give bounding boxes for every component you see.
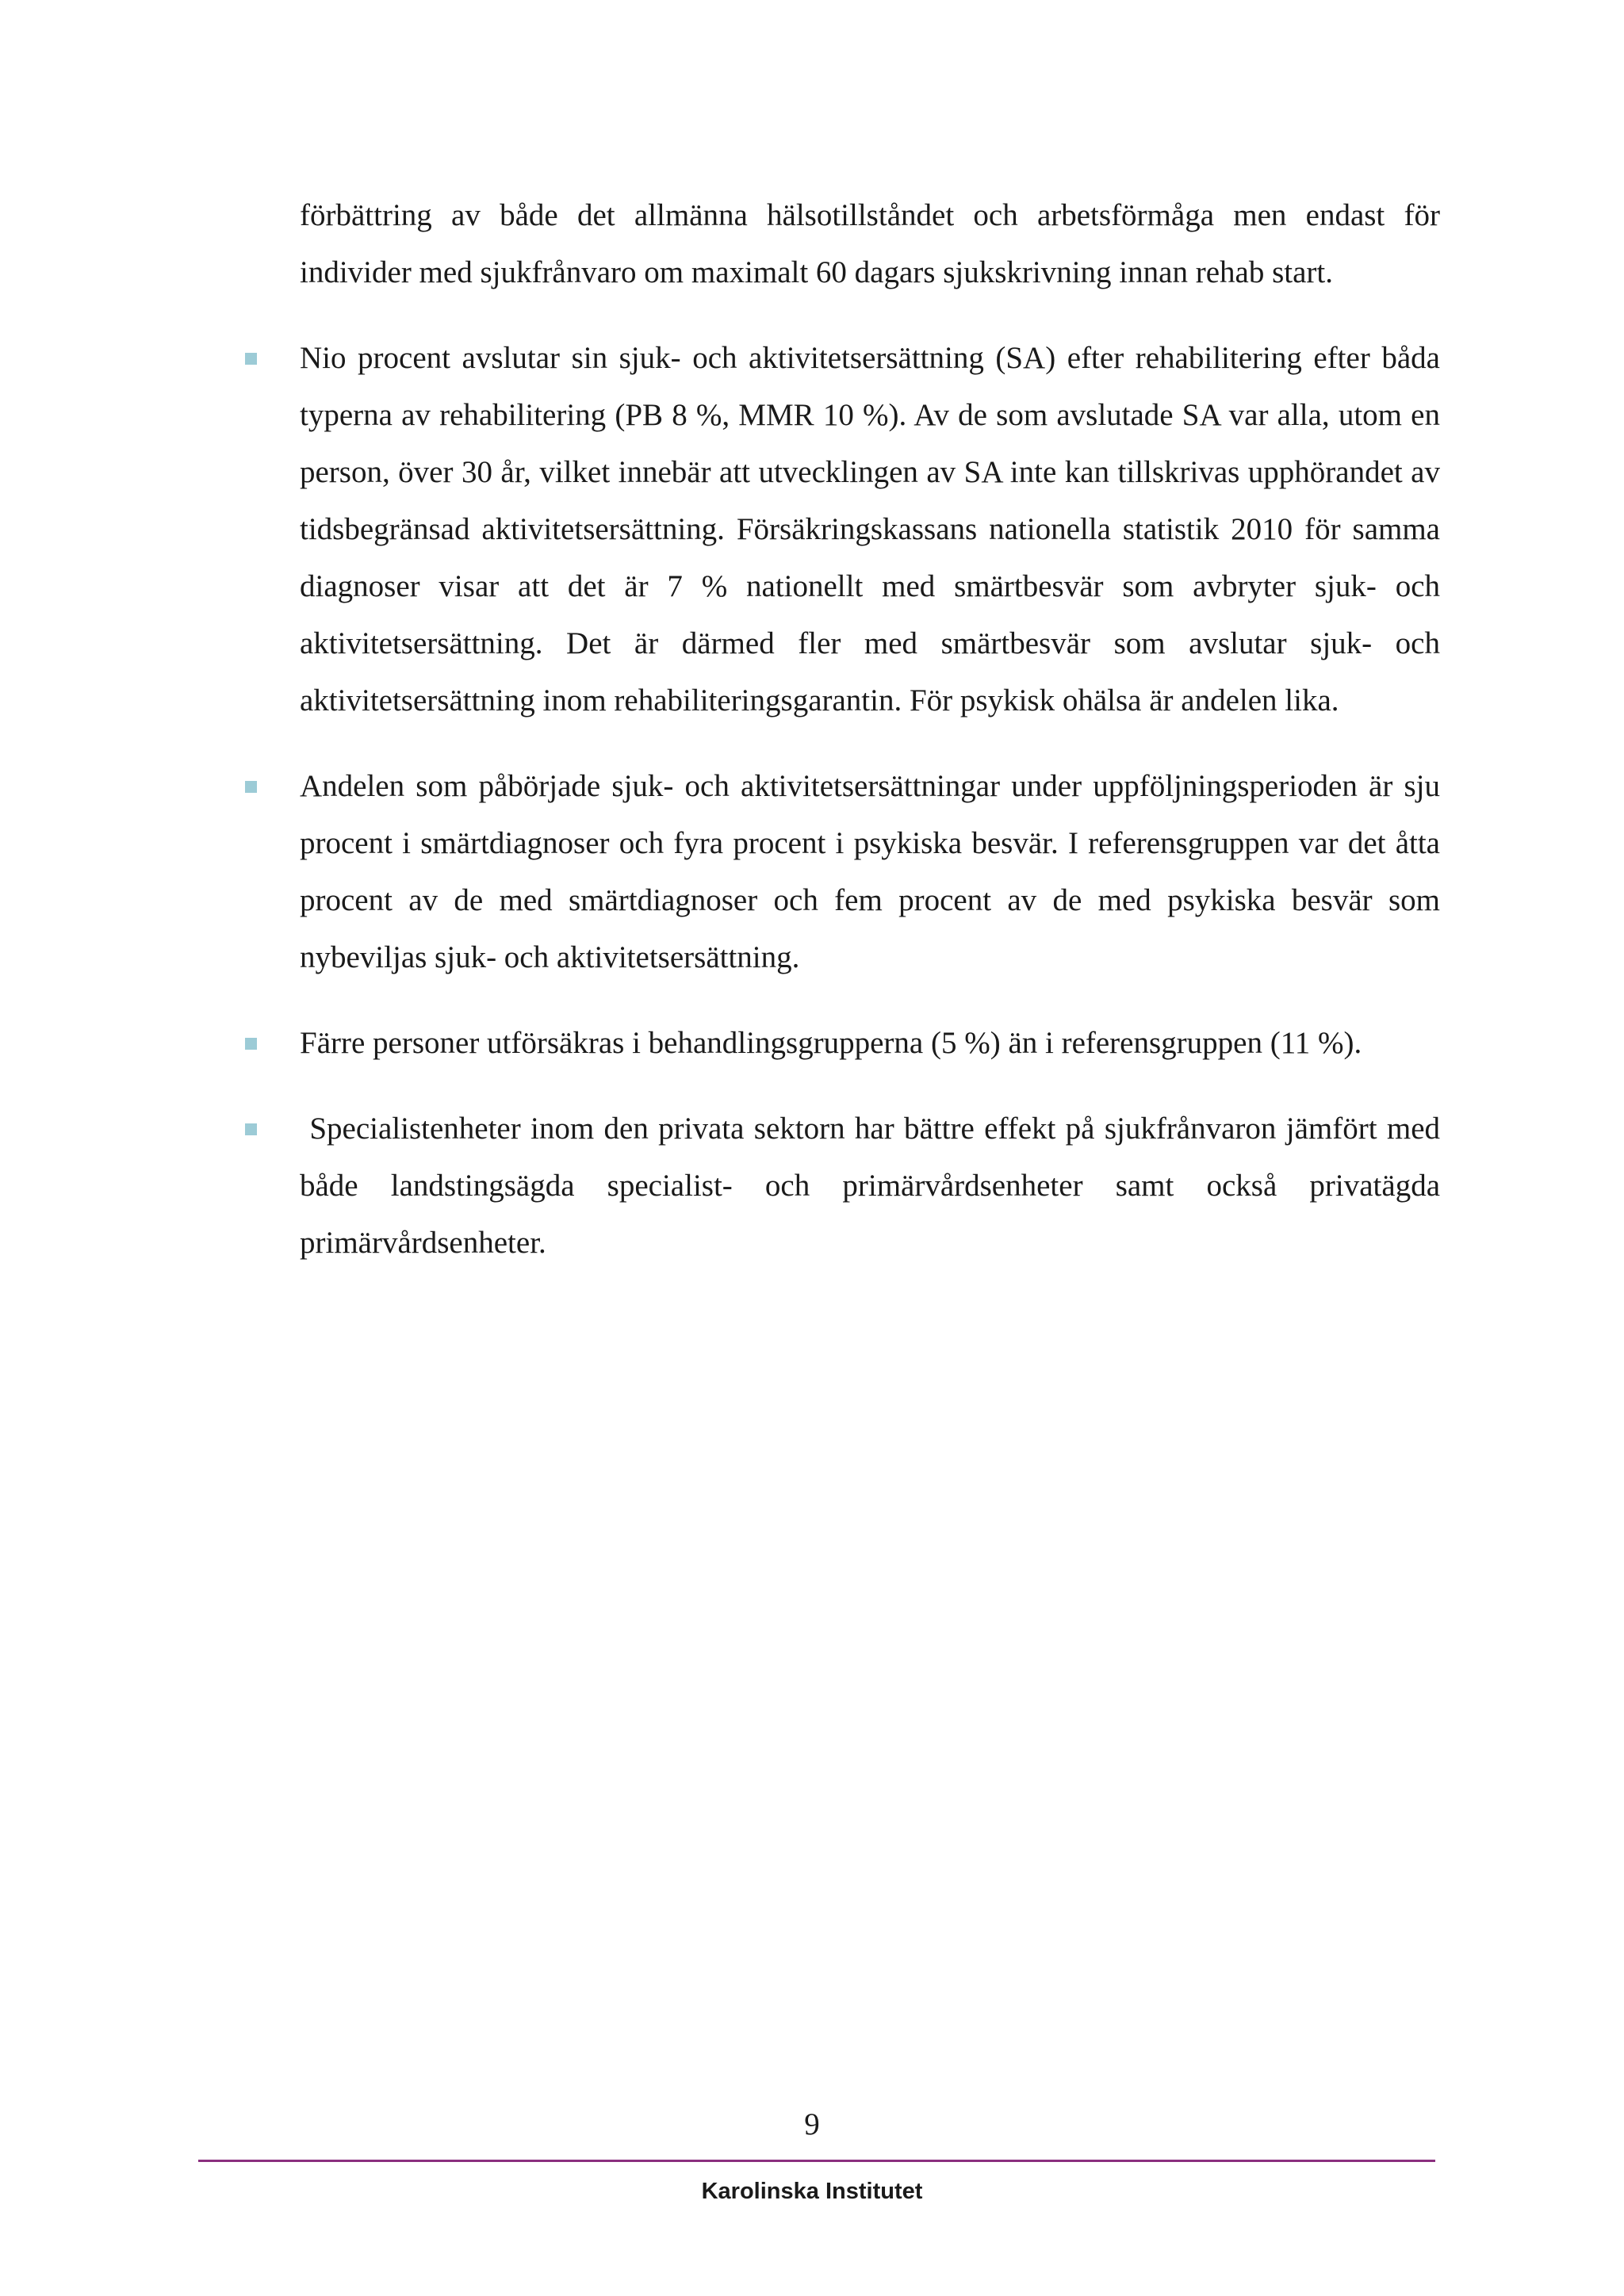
footer-organization: Karolinska Institutet <box>701 2179 923 2204</box>
square-bullet-icon <box>245 1038 257 1050</box>
list-item <box>300 1015 1440 1072</box>
list-item-text: Färre personer utförsäkras i behandlingsgrupperna (5 %) än i referensgruppen (11 %). <box>300 1026 1362 1060</box>
list-item-text: Nio procent avslutar sin sjuk- och aktivitetsersättning (SA) efter rehabilitering efter båda typerna av rehabilitering (PB 8 %, MMR 10 %). Av de som avslutade SA var alla, utom en person, över 30 år, vilket innebär att utvecklingen av SA inte kan tillskrivas upphörandet av tidsbegränsad aktivitetsersättning. Försäkringskassans nationella statistik 2010 för samma diagnoser visar att det är 7 % nationellt med smärtbesvär som avbryter sjuk- och aktivitetsersättning. Det är därmed fler med smärtbesvär som avslutar sjuk- och aktivitetsersättning inom rehabiliteringsgarantin. För psykisk ohälsa är andelen lika. <box>300 341 1440 718</box>
continuation-paragraph: förbättring av både det allmänna hälsotillståndet och arbetsförmåga men endast för individer med sjukfrånvaro om maximalt 60 dagars sjukskrivning innan rehab start. <box>300 198 1440 289</box>
page-number: 9 <box>804 2107 820 2141</box>
square-bullet-icon <box>245 353 257 365</box>
body-content <box>300 187 1448 1300</box>
list-item-text: Specialistenheter inom den privata sektorn har bättre effekt på sjukfrånvaron jämfört med både landstingsägda specialist- och primärvårdsenheter samt också privatägda primärvårdsenheter. <box>300 1112 1448 1260</box>
list-item <box>300 758 1440 986</box>
list-item <box>300 330 1440 729</box>
footer-divider <box>198 2160 1435 2162</box>
list-item-text: Andelen som påbörjade sjuk- och aktivitetsersättningar under uppföljningsperioden är sju procent i smärtdiagnoser och fyra procent i psykiska besvär. I referensgruppen var det åtta procent av de med smärtdiagnoser och fem procent av de med psykiska besvär som nybeviljas sjuk- och aktivitetsersättning. <box>300 769 1440 974</box>
list-item <box>300 1100 1448 1272</box>
square-bullet-icon <box>245 781 257 793</box>
square-bullet-icon <box>245 1123 257 1135</box>
